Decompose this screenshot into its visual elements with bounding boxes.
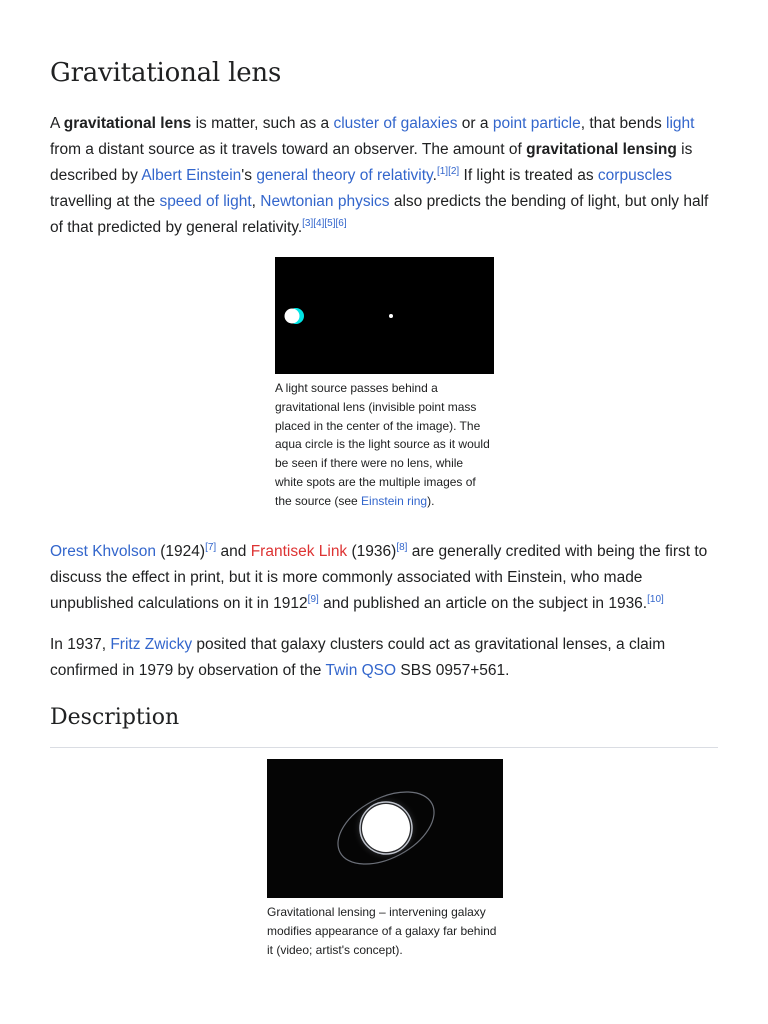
- reference-3[interactable]: [3]: [302, 217, 314, 229]
- link-general-relativity[interactable]: general theory of relativity: [256, 166, 433, 184]
- reference-7[interactable]: [7]: [205, 541, 217, 553]
- link-twin-qso[interactable]: Twin QSO: [325, 661, 397, 679]
- redlink-frantisek-link[interactable]: Frantisek Link: [250, 543, 348, 560]
- white-lensed-image-small: [389, 314, 393, 318]
- link-cluster-of-galaxies[interactable]: cluster of galaxies: [333, 115, 458, 132]
- zwicky-paragraph: In 1937, Fritz Zwicky posited that galaxy clusters could act as gravitational lenses, a claim confirmed in 1979 by observation of the Twin QSO SBS 0957+561.: [50, 636, 666, 679]
- lensing-animation-image[interactable]: [275, 257, 494, 374]
- link-light[interactable]: light: [666, 115, 695, 132]
- figure2-caption: Gravitational lensing – intervening galaxy modifies appearance of a galaxy far behind it (video; artist's concept).: [267, 905, 497, 957]
- bold-term-gravitational-lensing: gravitational lensing: [526, 140, 677, 158]
- reference-10[interactable]: [10]: [647, 593, 664, 605]
- reference-6[interactable]: [6]: [335, 217, 347, 229]
- reference-8[interactable]: [8]: [396, 541, 408, 553]
- lensing-video-graphic: [267, 759, 503, 898]
- white-lensed-image-large: [285, 309, 300, 324]
- section-heading-description: Description: [50, 705, 180, 730]
- reference-2[interactable]: [2]: [448, 165, 460, 177]
- link-speed-of-light[interactable]: speed of light: [159, 192, 252, 210]
- figure-lensing-video: [267, 759, 503, 959]
- reference-5[interactable]: [5]: [324, 217, 336, 229]
- figure1-caption: A light source passes behind a gravitational lens (invisible point mass placed in the center of the image). The aqua circle is the light source as it would be seen if there were no lens, while white spots are the multiple images of the source (see Einstein ring).: [275, 381, 490, 508]
- history-paragraph: Orest Khvolson (1924)[7] and Frantisek Link (1936)[8] are generally credited with being the first to discuss the effect in print, but it is more commonly associated with Einstein, who made unpublished calculations on it in 1912[9] and published an article on the subject in 1936.[10]: [50, 541, 708, 612]
- reference-4[interactable]: [4]: [313, 217, 325, 229]
- lensing-animation-graphic: [275, 257, 494, 374]
- link-corpuscles[interactable]: corpuscles: [597, 166, 673, 184]
- bold-term-gravitational-lens: gravitational lens: [63, 115, 192, 132]
- link-orest-khvolson[interactable]: Orest Khvolson: [50, 543, 156, 560]
- lensed-galaxy-disc: [362, 804, 410, 852]
- link-point-particle[interactable]: point particle: [492, 115, 581, 132]
- reference-1[interactable]: [1]: [436, 165, 449, 177]
- lensing-video-thumbnail[interactable]: [267, 759, 503, 898]
- figure-light-source-animation: [275, 257, 494, 511]
- link-fritz-zwicky[interactable]: Fritz Zwicky: [110, 636, 193, 653]
- section-divider: [50, 747, 718, 748]
- page-title: Gravitational lens: [50, 58, 282, 88]
- link-einstein-ring[interactable]: Einstein ring: [361, 493, 428, 508]
- link-albert-einstein[interactable]: Albert Einstein: [141, 166, 242, 184]
- link-newtonian-physics[interactable]: Newtonian physics: [260, 192, 390, 210]
- intro-paragraph: A gravitational lens is matter, such as a cluster of galaxies or a point particle, that bends light from a distant source as it travels toward an observer. The amount of gravitational lensing is described by Albert Einstein's general theory of relativity.[1][2] If light is treated as corpuscles travelling at the speed of light, Newtonian physics also predicts the bending of light, but only half of that predicted by general relativity.[3][4][5][6]: [50, 115, 709, 236]
- reference-9[interactable]: [9]: [307, 593, 319, 605]
